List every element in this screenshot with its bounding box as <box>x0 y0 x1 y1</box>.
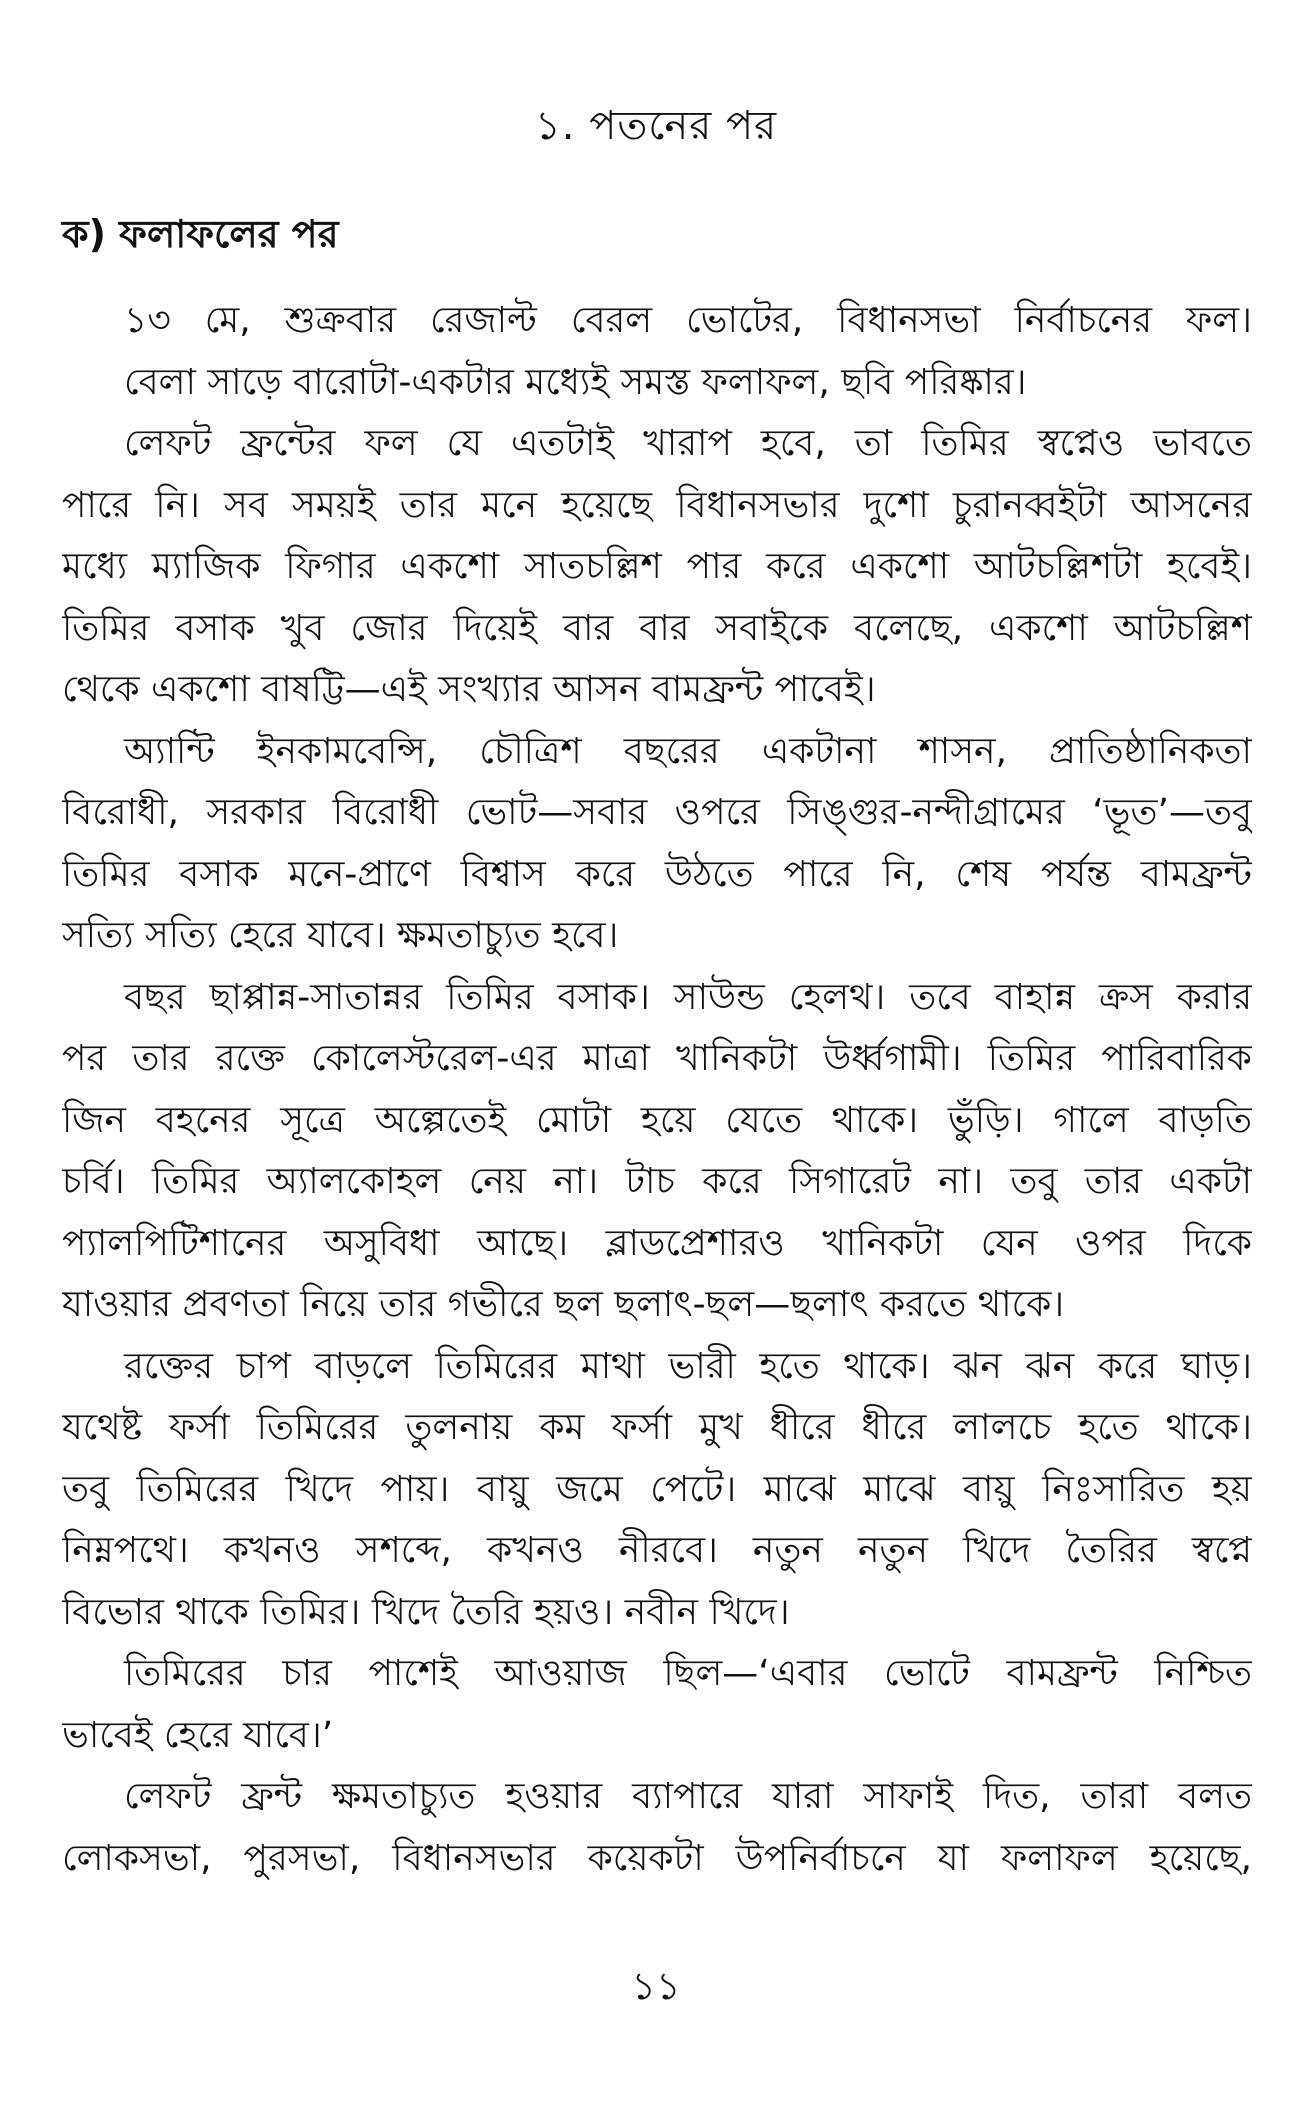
body-text <box>62 290 1252 1889</box>
text-line: প্যালপিটিশানের অসুবিধা আছে। ব্লাডপ্রেশারও খানিকটা যেন ওপর দিকে <box>62 1222 1252 1264</box>
text-line: পর তার রক্তে কোলেস্টরেল-এর মাত্রা খানিকটা উর্ধ্বগামী। তিমির পারিবারিক <box>62 1038 1252 1079</box>
text-line: তিমির বসাক মনে-প্রাণে বিশ্বাস করে উঠতে পারে নি, শেষ পর্যন্ত বামফ্রন্ট <box>62 853 1252 895</box>
text-line: যাওয়ার প্রবণতা নিয়ে তার গভীরে ছল ছলাৎ-ছল—ছলাৎ করতে থাকে। <box>62 1284 1065 1325</box>
text-line: ১৩ মে, শুক্রবার রেজাল্ট বেরল ভোটের, বিধানসভা নির্বাচনের ফল। <box>124 300 1252 341</box>
text-line: মধ্যে ম্যাজিক ফিগার একশো সাতচল্লিশ পার করে একশো আটচল্লিশটা হবেই। <box>62 546 1252 587</box>
text-line: তবু তিমিরের খিদে পায়। বায়ু জমে পেটে। মাঝে মাঝে বায়ু নিঃসারিত হয় <box>62 1468 1252 1510</box>
text-line: বিভোর থাকে তিমির। খিদে তৈরি হয়ও। নবীন খিদে। <box>62 1591 790 1633</box>
text-line: তিমির বসাক খুব জোর দিয়েই বার বার সবাইকে বলেছে, একশো আটচল্লিশ <box>62 607 1252 649</box>
text-line: বছর ছাপ্পান্ন-সাতান্নর তিমির বসাক। সাউন্ড হেলথ। তবে বাহান্ন ক্রস করার <box>124 976 1252 1018</box>
text-line: থেকে একশো বাষট্টি—এই সংখ্যার আসন বামফ্রন্ট পাবেই। <box>62 669 876 710</box>
text-line: তিমিরের চার পাশেই আওয়াজ ছিল—‘এবার ভোটে বামফ্রন্ট নিশ্চিত <box>124 1653 1252 1694</box>
text-line: লোকসভা, পুরসভা, বিধানসভার কয়েকটা উপনির্বাচনে যা ফলাফল হয়েছে, <box>62 1837 1252 1879</box>
page-number: ১১ <box>631 1964 681 2008</box>
text-line: রক্তের চাপ বাড়লে তিমিরের মাথা ভারী হতে থাকে। ঝন ঝন করে ঘাড়। <box>124 1345 1252 1387</box>
text-line: যথেষ্ট ফর্সা তিমিরের তুলনায় কম ফর্সা মুখ ধীরে ধীরে লালচে হতে থাকে। <box>62 1407 1252 1448</box>
text-line: সত্যি সত্যি হেরে যাবে। ক্ষমতাচ্যুত হবে। <box>62 915 619 956</box>
text-line: অ্যান্টি ইনকামবেন্সি, চৌত্রিশ বছরের একটানা শাসন, প্রাতিষ্ঠানিকতা <box>124 730 1252 772</box>
text-line: ভাবেই হেরে যাবে।’ <box>62 1714 334 1756</box>
text-line: নিম্নপথে। কখনও সশব্দে, কখনও নীরবে। নতুন নতুন খিদে তৈরির স্বপ্নে <box>62 1530 1252 1571</box>
text-line: লেফট ফ্রন্ট ক্ষমতাচ্যুত হওয়ার ব্যাপারে যারা সাফাই দিত, তারা বলত <box>124 1776 1252 1817</box>
section-title: ক) ফলাফলের পর <box>62 212 339 256</box>
text-line: পারে নি। সব সময়ই তার মনে হয়েছে বিধানসভার দুশো চুরানব্বইটা আসনের <box>62 484 1252 526</box>
text-line: চর্বি। তিমির অ্যালকোহল নেয় না। টাচ করে সিগারেট না। তবু তার একটা <box>62 1161 1252 1202</box>
chapter-title: ১. পতনের পর <box>534 103 778 149</box>
text-line: লেফট ফ্রন্টের ফল যে এতটাই খারাপ হবে, তা তিমির স্বপ্নেও ভাবতে <box>124 423 1252 464</box>
text-line: জিন বহনের সূত্রে অল্পেতেই মোটা হয়ে যেতে থাকে। ভুঁড়ি। গালে বাড়তি <box>62 1099 1252 1141</box>
text-line: বিরোধী, সরকার বিরোধী ভোট—সবার ওপরে সিঙ্গুর-নন্দীগ্রামের ‘ভূত’—তবু <box>62 792 1252 833</box>
text-line: বেলা সাড়ে বারোটা-একটার মধ্যেই সমস্ত ফলাফল, ছবি পরিষ্কার। <box>124 361 1027 403</box>
